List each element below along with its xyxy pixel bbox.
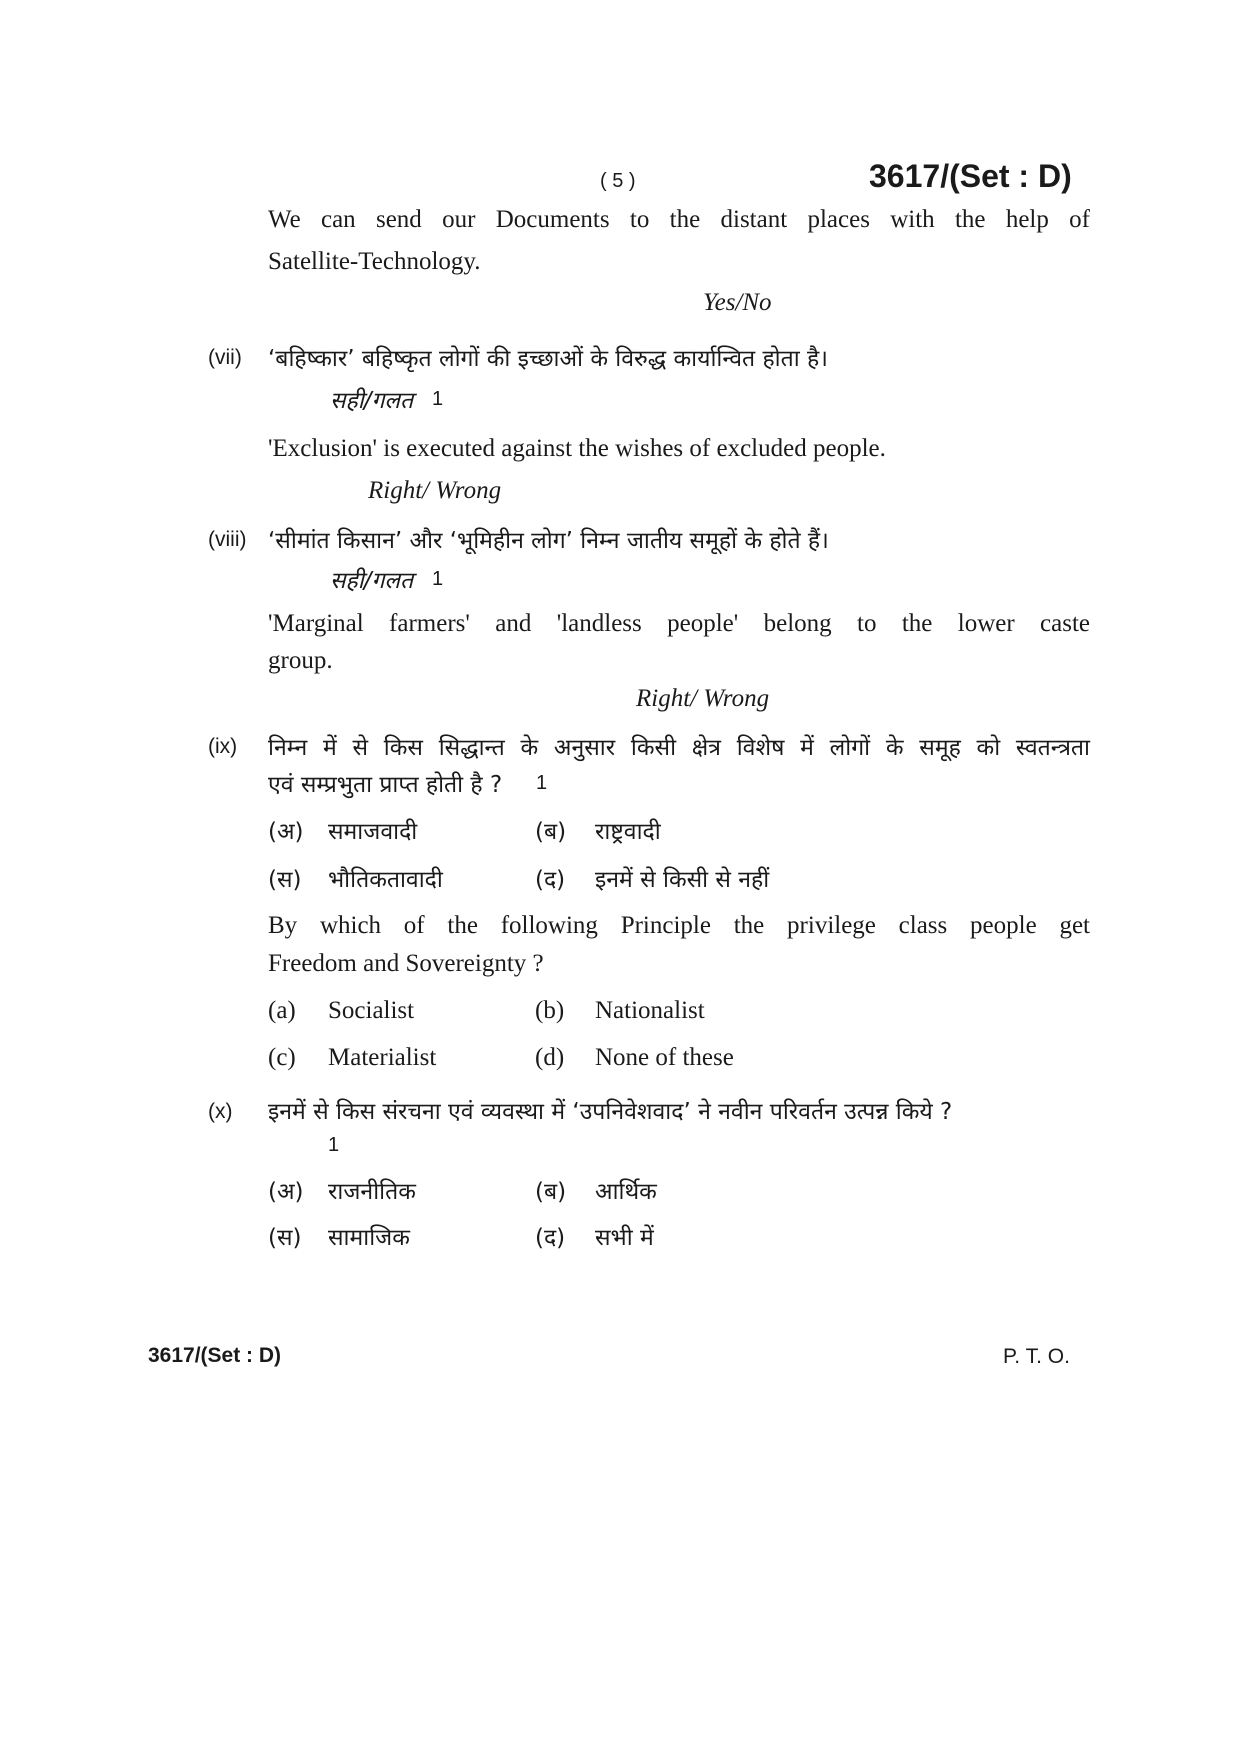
pto-label: P. T. O. bbox=[1003, 1345, 1070, 1368]
q9-option-label: (स) bbox=[268, 867, 302, 893]
q10-option-text: राजनीतिक bbox=[328, 1179, 416, 1205]
q7-marks: 1 bbox=[432, 388, 444, 410]
q9-option-label: (c) bbox=[268, 1044, 296, 1071]
q10-marks: 1 bbox=[328, 1134, 340, 1156]
q9-option-label: (d) bbox=[535, 1044, 565, 1071]
q10-number: (x) bbox=[208, 1100, 233, 1123]
q9-english-line1: By which of the following Principle the privilege class people get bbox=[268, 912, 1090, 939]
q9-option-text: राष्ट्रवादी bbox=[595, 819, 661, 845]
q9-option-text: None of these bbox=[595, 1044, 734, 1071]
q10-option-text: आर्थिक bbox=[595, 1179, 657, 1205]
q8-number: (viii) bbox=[208, 528, 247, 551]
q9-option-text: समाजवादी bbox=[328, 819, 418, 845]
q8-marks: 1 bbox=[432, 568, 444, 590]
q9-option-label: (b) bbox=[535, 997, 565, 1024]
q7-english-options: Right/ Wrong bbox=[368, 477, 502, 504]
q9-option-label: (द) bbox=[535, 867, 566, 893]
q10-option-text: सभी में bbox=[595, 1225, 654, 1251]
q8-english-line2: group. bbox=[268, 647, 333, 674]
q6-english-line1: We can send our Documents to the distant places with the help of bbox=[268, 206, 1090, 233]
q7-number: (vii) bbox=[208, 346, 242, 369]
q10-option-text: सामाजिक bbox=[328, 1225, 410, 1251]
q10-option-label: (द) bbox=[535, 1225, 566, 1251]
q6-english-line2: Satellite-Technology. bbox=[268, 248, 481, 275]
q9-option-text: इनमें से किसी से नहीं bbox=[595, 867, 770, 893]
q7-hindi-options: सही/गलत bbox=[330, 388, 414, 414]
q9-english-line2: Freedom and Sovereignty ? bbox=[268, 950, 544, 977]
q9-hindi-line2: एवं सम्प्रभुता प्राप्त होती है ? bbox=[268, 772, 503, 798]
q8-english-options: Right/ Wrong bbox=[636, 685, 770, 712]
q9-number: (ix) bbox=[208, 735, 238, 758]
q9-option-label: (a) bbox=[268, 997, 296, 1024]
q10-hindi-text: इनमें से किस संरचना एवं व्यवस्था में ‘उपनिवेशवाद’ ने नवीन परिवर्तन उत्पन्न किये ? bbox=[268, 1099, 953, 1125]
paper-code-header: 3617/(Set : D) bbox=[869, 158, 1072, 194]
q8-hindi-options: सही/गलत bbox=[330, 568, 414, 594]
q9-hindi-line1: निम्न में से किस सिद्धान्त के अनुसार किसी क्षेत्र विशेष में लोगों के समूह को स्वतन्त्रता bbox=[268, 735, 1090, 761]
page-number: ( 5 ) bbox=[600, 170, 636, 192]
q7-english-text: 'Exclusion' is executed against the wishes of excluded people. bbox=[268, 435, 886, 462]
q8-english-line1: 'Marginal farmers' and 'landless people' belong to the lower caste bbox=[268, 610, 1090, 637]
q7-hindi-text: ‘बहिष्कार’ बहिष्कृत लोगों की इच्छाओं के विरुद्ध कार्यान्वित होता है। bbox=[268, 346, 828, 372]
q9-option-text: Materialist bbox=[328, 1044, 437, 1071]
q9-option-text: Socialist bbox=[328, 997, 415, 1024]
q8-hindi-text: ‘सीमांत किसान’ और ‘भूमिहीन लोग’ निम्न जातीय समूहों के होते हैं। bbox=[268, 528, 829, 554]
q9-option-text: भौतिकतावादी bbox=[328, 867, 443, 893]
q6-english-options: Yes/No bbox=[703, 289, 772, 316]
q9-option-text: Nationalist bbox=[595, 997, 705, 1024]
q9-option-label: (ब) bbox=[535, 819, 567, 845]
q9-option-label: (अ) bbox=[268, 819, 304, 845]
q10-option-label: (स) bbox=[268, 1225, 302, 1251]
q10-option-label: (ब) bbox=[535, 1179, 567, 1205]
q9-marks: 1 bbox=[536, 772, 548, 794]
q10-option-label: (अ) bbox=[268, 1179, 304, 1205]
paper-code-footer: 3617/(Set : D) bbox=[148, 1344, 282, 1367]
